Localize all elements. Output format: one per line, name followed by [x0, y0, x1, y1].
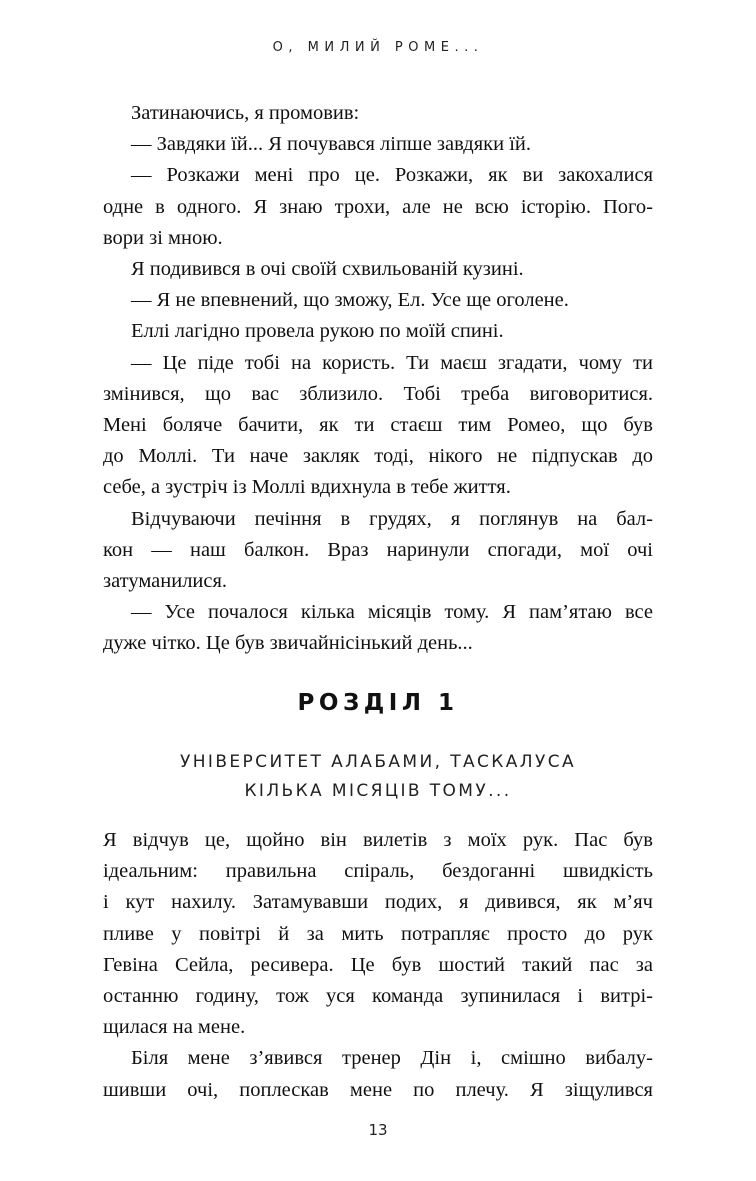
- paragraph: [103, 98, 653, 129]
- chapter-time: КІЛЬКА МІСЯЦІВ ТОМУ...: [244, 781, 512, 801]
- text-line: Еллі лагідно провела рукою по моїй спині.: [131, 320, 504, 343]
- text-line: до Моллі. Ти наче закляк тоді, нікого не підпускав до: [103, 445, 653, 468]
- text-line: себе, а зустріч із Моллі вдихнула в тебе життя.: [103, 476, 511, 499]
- text-line: — Розкажи мені про це. Розкажи, як ви закохалися: [131, 164, 653, 187]
- text-line: дуже чітко. Це був звичайнісінький день...: [103, 632, 473, 655]
- text-line: пливе у повітрі й за мить потрапляє просто до рук: [103, 922, 653, 945]
- text-line: і кут нахилу. Затамувавши подих, я дивився, як м’яч: [103, 891, 653, 914]
- text-line: змінився, що вас зблизило. Тобі треба виговоритися.: [103, 382, 653, 405]
- text-line: затуманилися.: [103, 570, 228, 593]
- paragraph: [103, 348, 653, 504]
- text-line: кон — наш балкон. Враз наринули спогади, мої очі: [103, 538, 653, 561]
- text-line: Біля мене з’явився тренер Дін і, смішно вибалу-: [131, 1047, 653, 1070]
- text-line: ідеальним: правильна спіраль, бездоганні швидкість: [103, 860, 653, 883]
- paragraph: [103, 285, 653, 316]
- text-line: — Усе почалося кілька місяців тому. Я пам’ятаю все: [131, 601, 653, 624]
- text-line: — Я не впевнений, що зможу, Ел. Усе ще оголене.: [131, 289, 569, 312]
- paragraph: [103, 825, 653, 1043]
- paragraph: [103, 316, 653, 347]
- paragraph: [103, 504, 653, 598]
- text-line: Мені боляче бачити, як ти стаєш тим Ромео, що був: [103, 414, 653, 437]
- text-line: Затинаючись, я промовив:: [131, 102, 360, 124]
- paragraph: [103, 160, 653, 254]
- text-line: одне в одного. Я знаю трохи, але не всю історію. Пого-: [103, 195, 653, 218]
- text-line: Відчуваючи печіння в грудях, я поглянув на бал-: [131, 507, 653, 530]
- text-line: вори зі мною.: [103, 226, 223, 249]
- text-line: — Завдяки їй... Я почувався ліпше завдяки їй.: [131, 133, 531, 156]
- text-line: Гевіна Сейла, ресивера. Це був шостий такий пас за: [103, 953, 653, 976]
- chapter-subtitle: [0, 748, 756, 806]
- text-line: щилася на мене.: [103, 1016, 246, 1039]
- running-header: О, МИЛИЙ РОМЕ...: [272, 40, 484, 55]
- text-line: шивши очі, поплескав мене по плечу. Я зіщулився: [103, 1078, 653, 1101]
- text-line: — Це піде тобі на користь. Ти маєш згадати, чому ти: [131, 351, 653, 374]
- chapter-text: [103, 825, 653, 1106]
- text-line: Я відчув це, щойно він вилетів з моїх рук. Пас був: [103, 829, 653, 851]
- paragraph: [103, 1043, 653, 1105]
- paragraph: [103, 597, 653, 659]
- chapter-location: УНІВЕРСИТЕТ АЛАБАМИ, ТАСКАЛУСА: [179, 752, 577, 772]
- text-line: останню годину, тож уся команда зупинилася і витрі-: [103, 985, 653, 1008]
- paragraph: [103, 254, 653, 285]
- page-number: 13: [368, 1121, 388, 1139]
- text-line: Я подивився в очі своїй схвильованій кузині.: [131, 258, 524, 281]
- chapter-title: РОЗДІЛ 1: [297, 690, 459, 716]
- paragraph: [103, 129, 653, 160]
- intro-text: [103, 98, 653, 660]
